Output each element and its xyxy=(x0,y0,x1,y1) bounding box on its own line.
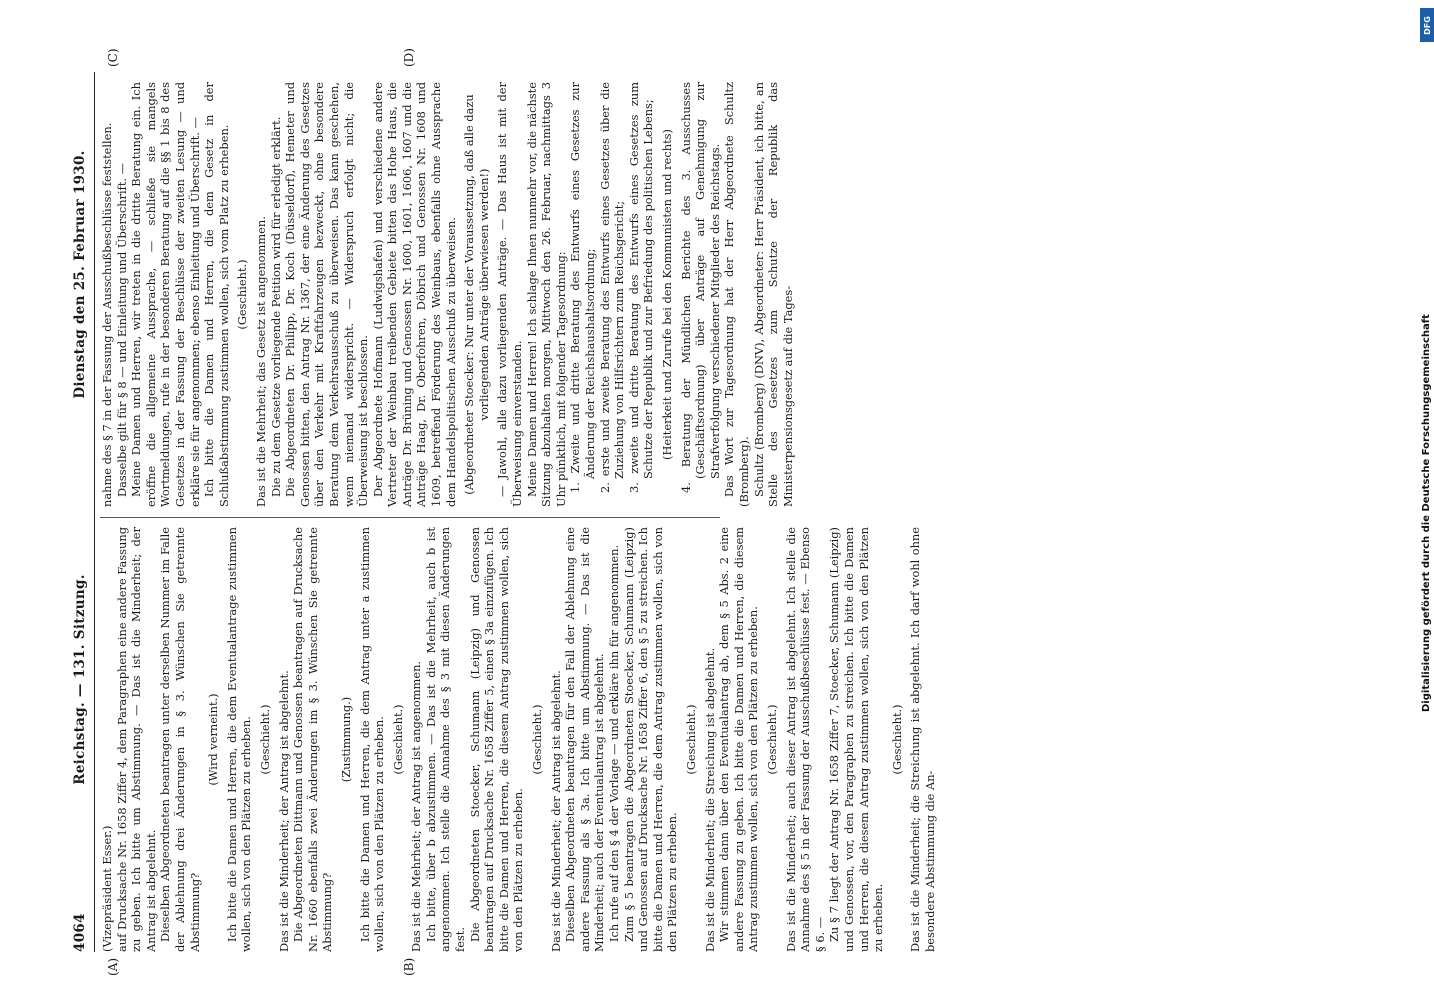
header-right-title: Dienstag den 25. Februar 1930. xyxy=(72,150,88,399)
paragraph: Das ist die Minderheit; die Streichung ist abgelehnt. xyxy=(702,647,717,952)
paragraph: (Geschieht.) xyxy=(257,704,272,775)
paragraph: 1. Zweite und dritte Beratung des Entwurfs eines Gesetzes zur Änderung der Reichshaushaltsordnung; xyxy=(568,82,597,493)
paragraph: (Abgeordneter Stoecker: Nur unter der Voraussetzung, daß alle dazu vorliegenden Anträge überwiesen werden!) xyxy=(462,94,491,495)
paragraph: (Zustimmung.) xyxy=(338,696,353,783)
paragraph: (Vizepräsident Esser.) xyxy=(100,825,114,952)
paragraph: Das ist die Minderheit; die Streichung ist abgelehnt. Ich darf wohl ohne besondere Abstimmung die An- xyxy=(908,527,937,952)
paragraph: Das ist die Mehrheit; das Gesetz ist angenommen. xyxy=(253,216,268,507)
paragraph: Die Abgeordneten Dr. Philipp, Dr. Koch (Düsseldorf), Hemeter und Genossen bitten, den Antrag Nr. 1367, der eine Änderung des Gesetzes über den Verkehr mit Kraftfahrzeugen bezweckt, ohne besondere Beratung dem Verkehrsausschuß zu überweisen. Das kann geschehen, wenn niemand widerspricht. — Widerspruch erfolgt nicht; die Überweisung ist beschlossen. xyxy=(283,82,371,507)
header-rule xyxy=(94,72,95,952)
paragraph: (Geschieht.) xyxy=(530,704,545,775)
margin-marker-d: (D) xyxy=(402,48,416,67)
paragraph: Dasselbe gilt für § 8 — und Einleitung und Überschrift. — xyxy=(114,162,129,497)
paragraph: (Heiterkeit und Zurufe bei den Kommunisten und rechts) xyxy=(659,129,674,460)
paragraph: (Geschieht.) xyxy=(889,704,904,775)
paragraph: Ich bitte, über b abzustimmen. — Das ist die Mehrheit, auch b ist angenommen. Ich stelle die Annahme des § 3 mit diesen Änderungen fest. xyxy=(423,527,468,952)
margin-marker-a: (A) xyxy=(106,957,120,976)
paragraph: (Wird verneint.) xyxy=(206,693,221,786)
funding-caption: Digitalisierung gefördert durch die Deutsche Forschungsgemeinschaft xyxy=(1421,314,1432,712)
page-number: 4064 xyxy=(72,913,88,952)
paragraph: Ich bitte die Damen und Herren, die dem Gesetz in der Schlußabstimmung zustimmen wollen, sich vom Platz zu erheben. xyxy=(202,82,231,507)
paragraph: (Geschieht.) xyxy=(235,259,250,330)
paragraph: Wir stimmen dann über den Eventualantrag ab, dem § 5 Abs. 2 eine andere Fassung zu geben. Ich bitte die Damen und Herren, die diesem Antrag zustimmen wollen, sich von den Plätzen zu erheben. xyxy=(717,527,761,952)
paragraph: Das ist die Minderheit; der Antrag ist abgelehnt. xyxy=(548,670,563,952)
paragraph: Schultz (Bromberg) (DNV), Abgeordneter: Herr Präsident, ich bitte, an Stelle des Gesetzes zum Schutze der Republik das Ministerpensionsgesetz auf die Tages- xyxy=(751,82,795,507)
paragraph: Ich bitte die Damen und Herren, die dem Antrag unter a zustimmen wollen, sich von den Plätzen zu erheben. xyxy=(357,527,387,952)
page-header xyxy=(72,72,94,952)
column-divider xyxy=(100,517,720,518)
paragraph: Die Abgeordneten Dittmann und Genossen beantragen auf Drucksache Nr. 1660 ebenfalls zwei Änderungen im § 3. Wünschen Sie getrennte Abstimmung? xyxy=(291,527,335,952)
paragraph: Ich bitte die Damen und Herren, die dem Eventualantrage zustimmen wollen, sich von den Plätzen zu erheben. xyxy=(224,527,254,952)
paragraph: (Geschieht.) xyxy=(683,704,698,775)
paragraph: — Jawohl, alle dazu vorliegenden Anträge. — Das Haus ist mit der Überweisung einverstanden. xyxy=(495,82,525,507)
header-left-title: Reichstag. — 131. Sitzung. xyxy=(72,574,88,785)
paragraph: Meine Damen und Herren! Ich schlage Ihnen nunmehr vor, die nächste Sitzung abzuhalten morgen, Mittwoch den 26. Februar, nachmittags 3 Uhr pünktlich, mit folgender Tagesordnung: xyxy=(524,82,568,507)
rotated-page xyxy=(72,48,937,976)
paragraph: (Geschieht.) xyxy=(764,704,779,775)
paragraph: Dieselben Abgeordneten beantragen für den Fall der Ablehnung eine andere Fassung als § 3a. Ich bitte um Abstimmung. — Das ist die Minderheit; auch der Eventualantrag ist abgelehnt. xyxy=(563,527,607,952)
dfg-logo: DFG xyxy=(1420,8,1434,42)
paragraph: Die Abgeordneten Stoecker, Schumann (Leipzig) und Genossen beantragen auf Drucksache Nr. 1658 Ziffer 5, einen § 3a einzufügen. Ich bitte die Damen und Herren, die diesem Antrag zustimmen wollen, sich von den Plätzen zu erheben. xyxy=(467,527,526,952)
paragraph: nahme des § 7 in der Fassung der Ausschußbeschlüsse feststellen. xyxy=(100,122,114,507)
paragraph: Zu § 7 liegt der Antrag Nr. 1658 Ziffer 7, Stoecker, Schumann (Leipzig) und Genossen, vor, den Paragraphen zu streichen. Ich bitte die Damen und Herren, die diesem Antrag zustimmen wollen, sich von den Plätzen zu erheben. xyxy=(827,527,886,952)
paragraph: Das ist die Minderheit; auch dieser Antrag ist abgelehnt. Ich stelle die Annahme des § 5 in der Fassung der Ausschußbeschlüsse fest. — Ebenso § 6. — xyxy=(783,527,827,952)
paragraph: auf Drucksache Nr. 1658 Ziffer 4, dem Paragraphen eine andere Fassung zu geben. Ich bitte um Abstimmung. — Das ist die Minderheit; der Antrag ist abgelehnt. xyxy=(114,527,158,952)
paragraph: Meine Damen und Herren, wir treten in die dritte Beratung ein. Ich eröffne die allgemeine Aussprache, — schließe sie mangels Wortmeldungen, rufe in der besonderen Beratung auf die §§ 1 bis 8 des Gesetzes in der Fassung der Beschlüsse der zweiten Lesung — und erkläre sie für angenommen; ebenso Einleitung und Überschrift. — xyxy=(129,82,202,507)
side-caption xyxy=(1421,12,1433,992)
paragraph: Das ist die Mehrheit; der Antrag ist angenommen. xyxy=(409,660,424,952)
paragraph: Zum § 5 beantragen die Abgeordneten Stoecker, Schumann (Leipzig) und Genossen auf Drucksache Nr. 1658 Ziffer 6, den § 5 zu streichen. Ich bitte die Damen und Herren, die dem Antrag zustimmen wollen, sich von den Plätzen zu erheben. xyxy=(621,527,680,952)
paragraph: (Geschieht.) xyxy=(390,704,405,775)
paragraph: Die zu dem Gesetze vorliegende Petition wird für erledigt erklärt. xyxy=(268,116,283,497)
paragraph: Ich rufe auf den § 4 der Vorlage — und erkläre ihn für angenommen. xyxy=(607,544,621,942)
paragraph: Der Abgeordnete Hofmann (Ludwigshafen) und verschiedene andere Vertreter der Weinbau treibenden Gebiete bitten das Hohe Haus, die Anträge Dr. Brüning und Genossen Nr. 1600, 1601, 1606, 1607 und die Anträge Haag, Dr. Oberfohren, Döbrich und Genossen Nr. 1608 und 1609, betreffend Förderung des Weinbaus, ebenfalls ohne Aussprache dem Handelspolitischen Ausschuß zu überweisen. xyxy=(370,82,458,507)
paragraph: Das ist die Minderheit; der Antrag ist abgelehnt. xyxy=(276,670,291,952)
right-text-column xyxy=(100,82,795,507)
margin-marker-c: (C) xyxy=(106,48,120,67)
paragraph: 4. Beratung der Mündlichen Berichte des 3. Ausschusses (Geschäftsordnung) über Anträge auf Genehmigung zur Strafverfolgung verschiedener Mitglieder des Reichstags. xyxy=(678,82,722,493)
paragraph: 2. erste und zweite Beratung des Entwurfs eines Gesetzes über die Zuziehung von Hilfsrichtern zum Reichsgericht; xyxy=(597,82,627,493)
paragraph: Dieselben Abgeordneten beantragen unter derselben Nummer im Falle der Ablehnung drei Änderungen in § 3. Wünschen Sie getrennte Abstimmung? xyxy=(158,527,202,952)
paragraph: 3. zweite und dritte Beratung des Entwurfs eines Gesetzes zum Schutze der Republik und zur Befriedung des politischen Lebens; xyxy=(626,82,656,493)
left-text-column xyxy=(100,527,937,952)
margin-marker-b: (B) xyxy=(402,957,416,976)
paragraph: Das Wort zur Tagesordnung hat der Herr Abgeordnete Schultz (Bromberg). xyxy=(722,82,751,507)
